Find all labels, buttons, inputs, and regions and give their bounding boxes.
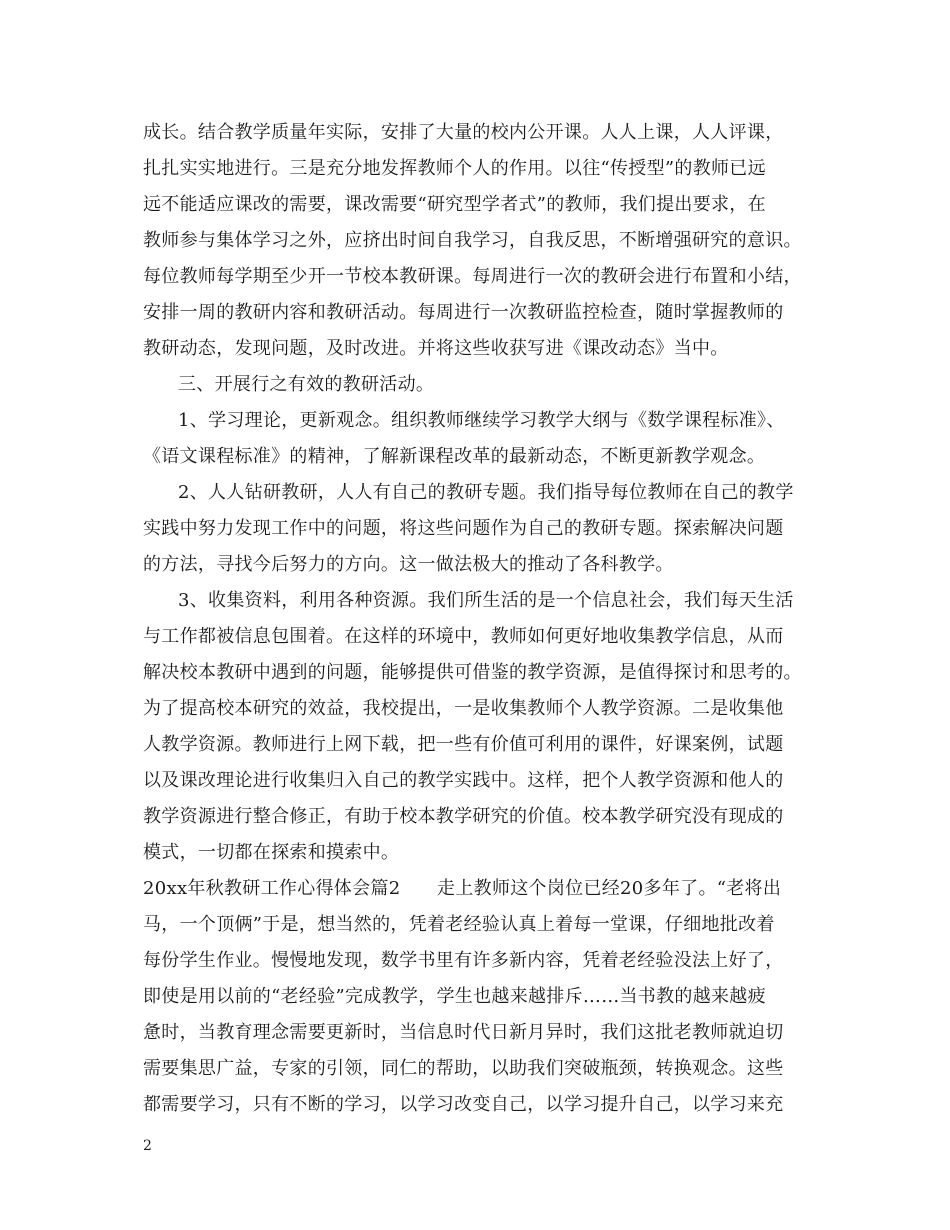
text-line: 教学资源进行整合修正，有助于校本教学研究的价值。校本教学研究没有现成的 bbox=[143, 806, 784, 827]
text-line: 人教学资源。教师进行上网下载，把一些有价值可利用的课件，好课案例，试题 bbox=[143, 734, 784, 755]
text-line: 3、收集资料，利用各种资源。我们所生活的是一个信息社会，我们每天生活 bbox=[178, 590, 794, 611]
text-line: 与工作都被信息包围着。在这样的环境中，教师如何更好地收集教学信息，从而 bbox=[143, 626, 784, 647]
text-line: 的方法，寻找今后努力的方向。这一做法极大的推动了各科教学。 bbox=[143, 554, 674, 575]
text-line: 马，一个顶俩”于是，想当然的，凭着老经验认真上着每一堂课，仔细地批改着 bbox=[143, 914, 775, 935]
article-heading-line: 20xx年秋教研工作心得体会篇2 走上教师这个岗位已经20多年了。“老将出 bbox=[143, 878, 782, 899]
section-heading: 三、开展行之有效的教研活动。 bbox=[178, 374, 435, 395]
text-line: 教研动态，发现问题，及时改进。并将这些收获写进《课改动态》当中。 bbox=[143, 338, 729, 359]
text-line: 安排一周的教研内容和教研活动。每周进行一次教研监控检查，随时掌握教师的 bbox=[143, 302, 784, 323]
text-line: 解决校本教研中遇到的问题，能够提供可借鉴的教学资源，是值得探讨和思考的。 bbox=[143, 662, 802, 683]
text-line: 需要集思广益，专家的引领，同仁的帮助，以助我们突破瓶颈，转换观念。这些 bbox=[143, 1058, 784, 1079]
page-number: 2 bbox=[143, 1138, 152, 1154]
text-line: 远不能适应课改的需要，课改需要“研究型学者式”的教师，我们提出要求，在 bbox=[143, 194, 766, 215]
text-line: 为了提高校本研究的效益，我校提出，一是收集教师个人教学资源。二是收集他 bbox=[143, 698, 784, 719]
text-line: 2、人人钻研教研，人人有自己的教研专题。我们指导每位教师在自己的教学 bbox=[178, 482, 794, 503]
text-line: 每位教师每学期至少开一节校本教研课。每周进行一次的教研会进行布置和小结， bbox=[143, 266, 802, 287]
text-line: 惫时，当教育理念需要更新时，当信息时代日新月异时，我们这批老教师就迫切 bbox=[143, 1022, 784, 1043]
text-line: 扎扎实实地进行。三是充分地发挥教师个人的作用。以往“传授型”的教师已远 bbox=[143, 158, 766, 179]
text-line: 以及课改理论进行收集归入自己的教学实践中。这样，把个人教学资源和他人的 bbox=[143, 770, 784, 791]
text-line: 《语文课程标准》的精神，了解新课程改革的最新动态，不断更新教学观念。 bbox=[143, 446, 766, 467]
text-line: 成长。结合教学质量年实际，安排了大量的校内公开课。人人上课，人人评课， bbox=[143, 122, 784, 143]
text-line: 1、学习理论，更新观念。组织教师继续学习教学大纲与《数学课程标准》、 bbox=[178, 410, 785, 431]
text-line: 都需要学习，只有不断的学习，以学习改变自己，以学习提升自己，以学习来充 bbox=[143, 1094, 784, 1115]
text-line: 教师参与集体学习之外，应挤出时间自我学习，自我反思，不断增强研究的意识。 bbox=[143, 230, 802, 251]
text-line: 实践中努力发现工作中的问题，将这些问题作为自己的教研专题。探索解决问题 bbox=[143, 518, 784, 539]
text-line: 每份学生作业。慢慢地发现，数学书里有许多新内容，凭着老经验没法上好了， bbox=[143, 950, 784, 971]
text-line: 即使是用以前的“老经验”完成教学，学生也越来越排斥……当书教的越来越疲 bbox=[143, 986, 766, 1007]
text-line: 模式，一切都在探索和摸索中。 bbox=[143, 842, 400, 863]
